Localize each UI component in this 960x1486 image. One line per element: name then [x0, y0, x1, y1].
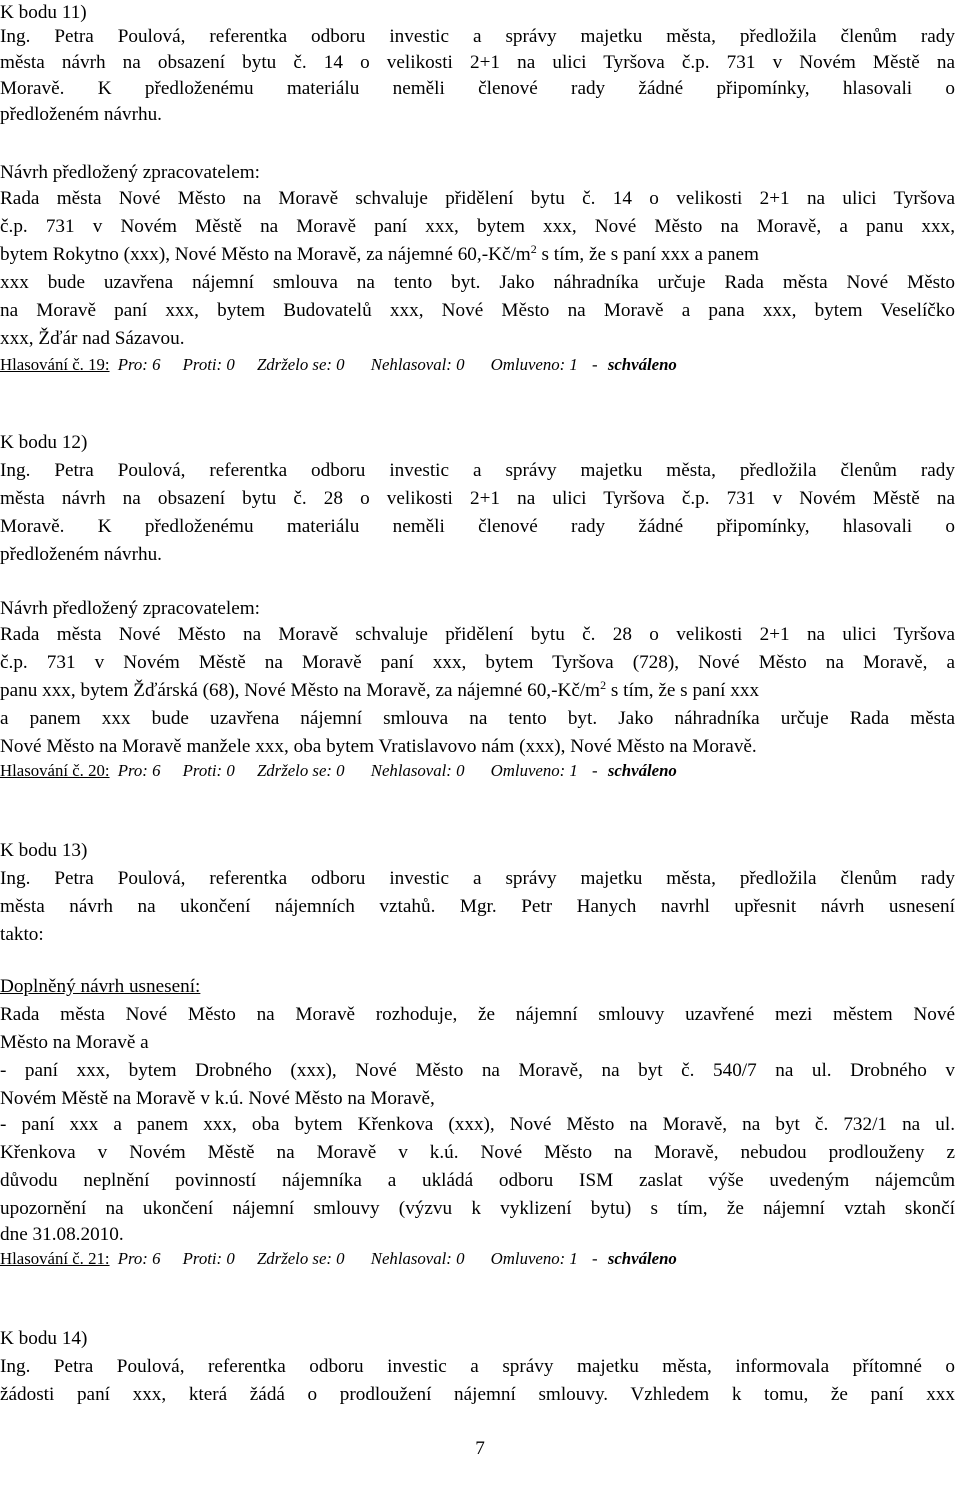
superscript: 2: [600, 678, 607, 692]
vote-zdrzelo: Zdrželo se: 0: [256, 761, 345, 780]
vote-pro: Pro: 6: [117, 1249, 161, 1268]
body-line: upozornění na ukončení nájemní smlouvy (výzvu k vyklizení bytu) s tím, že nájemní vztah skončí: [0, 1198, 955, 1219]
intro-line: města návrh na obsazení bytu č. 28 o velikosti 2+1 na ulici Tyršova č.p. 731 v Novém Městě na: [0, 488, 955, 509]
superscript: 2: [530, 242, 537, 256]
intro-line: Moravě. K předloženému materiálu neměli členové rady žádné připomínky, hlasovali o: [0, 516, 955, 537]
vote-pro: Pro: 6: [117, 761, 161, 780]
vote-line-19: [0, 352, 955, 378]
vote-nehlasoval: Nehlasoval: 0: [370, 1249, 465, 1268]
body-line: Novém Městě na Moravě v k.ú. Nové Město na Moravě,: [0, 1088, 435, 1109]
intro-line: Ing. Petra Poulová, referentka odboru investic a správy majetku města, předložila členům rady: [0, 26, 955, 47]
section-heading-11: K bodu 11): [0, 2, 87, 23]
body-line: č.p. 731 v Novém Městě na Moravě paní xxx, bytem Tyršova (728), Nové Město na Moravě, a: [0, 652, 955, 673]
body-line: důvodu neplnění povinností nájemníka a ukládá odboru ISM zaslat výše uvedeným nájemcům: [0, 1170, 955, 1191]
vote-omluveno: Omluveno: 1: [490, 1249, 578, 1268]
body-line-with-sup: [0, 678, 955, 704]
vote-label: Hlasování č. 21:: [0, 1249, 110, 1268]
proposal-label: Návrh předložený zpracovatelem:: [0, 598, 260, 619]
proposal-label: Doplněný návrh usnesení:: [0, 976, 201, 997]
intro-line: města návrh na ukončení nájemních vztahů. Mgr. Petr Hanych navrhl upřesnit návrh usnesení: [0, 896, 955, 917]
proposal-label: Návrh předložený zpracovatelem:: [0, 162, 260, 183]
vote-proti: Proti: 0: [182, 761, 235, 780]
intro-line: Ing. Petra Poulová, referentka odboru investic a správy majetku města, předložila členům rady: [0, 460, 955, 481]
intro-line: předloženém návrhu.: [0, 544, 162, 565]
vote-label: Hlasování č. 20:: [0, 761, 110, 780]
body-line: xxx, Žďár nad Sázavou.: [0, 328, 185, 349]
body-line: a panem xxx bude uzavřena nájemní smlouva na tento byt. Jako náhradníka určuje Rada města: [0, 708, 955, 729]
page-number: 7: [475, 1438, 485, 1459]
body-line: č.p. 731 v Novém Městě na Moravě paní xxx, bytem xxx, Nové Město na Moravě, a panu xxx,: [0, 216, 955, 237]
vote-result: schváleno: [607, 1249, 677, 1268]
intro-line: Ing. Petra Poulová, referentka odboru investic a správy majetku města, předložila členům rady: [0, 868, 955, 889]
intro-line: Moravě. K předloženému materiálu neměli členové rady žádné připomínky, hlasovali o: [0, 78, 955, 99]
vote-result: schváleno: [607, 761, 677, 780]
intro-line: předloženém návrhu.: [0, 104, 162, 125]
vote-omluveno: Omluveno: 1: [490, 355, 578, 374]
body-line: - paní xxx a panem xxx, oba bytem Křenkova (xxx), Nové Město na Moravě, na byt č. 732/1 na ul.: [0, 1114, 955, 1135]
intro-line: takto:: [0, 924, 44, 945]
vote-dash: -: [592, 1249, 598, 1268]
vote-result: schváleno: [607, 355, 677, 374]
intro-line: Ing. Petra Poulová, referentka odboru investic a správy majetku města, informovala přítomné o: [0, 1356, 955, 1377]
body-line: - paní xxx, bytem Drobného (xxx), Nové Město na Moravě, na byt č. 540/7 na ul. Drobného v: [0, 1060, 955, 1081]
vote-pro: Pro: 6: [117, 355, 161, 374]
body-line: xxx bude uzavřena nájemní smlouva na tento byt. Jako náhradníka určuje Rada města Nové Město: [0, 272, 955, 293]
vote-line-20: [0, 758, 955, 784]
vote-omluveno: Omluveno: 1: [490, 761, 578, 780]
vote-zdrzelo: Zdrželo se: 0: [256, 355, 345, 374]
vote-label: Hlasování č. 19:: [0, 355, 110, 374]
vote-nehlasoval: Nehlasoval: 0: [370, 761, 465, 780]
body-line: Město na Moravě a: [0, 1032, 149, 1053]
section-heading-13: K bodu 13): [0, 840, 88, 861]
body-line: Nové Město na Moravě manžele xxx, oba bytem Vratislavovo nám (xxx), Nové Město na Moravě.: [0, 736, 757, 757]
body-text: s tím, že s paní xxx a panem: [536, 244, 759, 265]
body-line: dne 31.08.2010.: [0, 1224, 124, 1245]
vote-line-21: [0, 1246, 955, 1272]
vote-nehlasoval: Nehlasoval: 0: [370, 355, 465, 374]
body-line: Rada města Nové Město na Moravě rozhoduje, že nájemní smlouvy uzavřené mezi městem Nové: [0, 1004, 955, 1025]
body-line-with-sup: [0, 242, 955, 268]
vote-dash: -: [592, 761, 598, 780]
vote-proti: Proti: 0: [182, 1249, 235, 1268]
intro-line: žádosti paní xxx, která žádá o prodloužení nájemní smlouvy. Vzhledem k tomu, že paní xxx: [0, 1384, 955, 1405]
body-line: Rada města Nové Město na Moravě schvaluje přidělení bytu č. 28 o velikosti 2+1 na ulici Tyršova: [0, 624, 955, 645]
body-text: panu xxx, bytem Žďárská (68), Nové Město na Moravě, za nájemné 60,-Kč/m: [0, 680, 601, 701]
body-text: bytem Rokytno (xxx), Nové Město na Moravě, za nájemné 60,-Kč/m: [0, 244, 531, 265]
vote-dash: -: [592, 355, 598, 374]
section-heading-14: K bodu 14): [0, 1328, 88, 1349]
body-line: na Moravě paní xxx, bytem Budovatelů xxx, Nové Město na Moravě a pana xxx, bytem Veselíčko: [0, 300, 955, 321]
section-heading-12: K bodu 12): [0, 432, 88, 453]
body-text: s tím, že s paní xxx: [606, 680, 760, 701]
intro-line: města návrh na obsazení bytu č. 14 o velikosti 2+1 na ulici Tyršova č.p. 731 v Novém Městě na: [0, 52, 955, 73]
body-line: Rada města Nové Město na Moravě schvaluje přidělení bytu č. 14 o velikosti 2+1 na ulici Tyršova: [0, 188, 955, 209]
body-line: Křenkova v Novém Městě na Moravě v k.ú. Nové Město na Moravě, nebudou prodlouženy z: [0, 1142, 955, 1163]
vote-proti: Proti: 0: [182, 355, 235, 374]
vote-zdrzelo: Zdrželo se: 0: [256, 1249, 345, 1268]
